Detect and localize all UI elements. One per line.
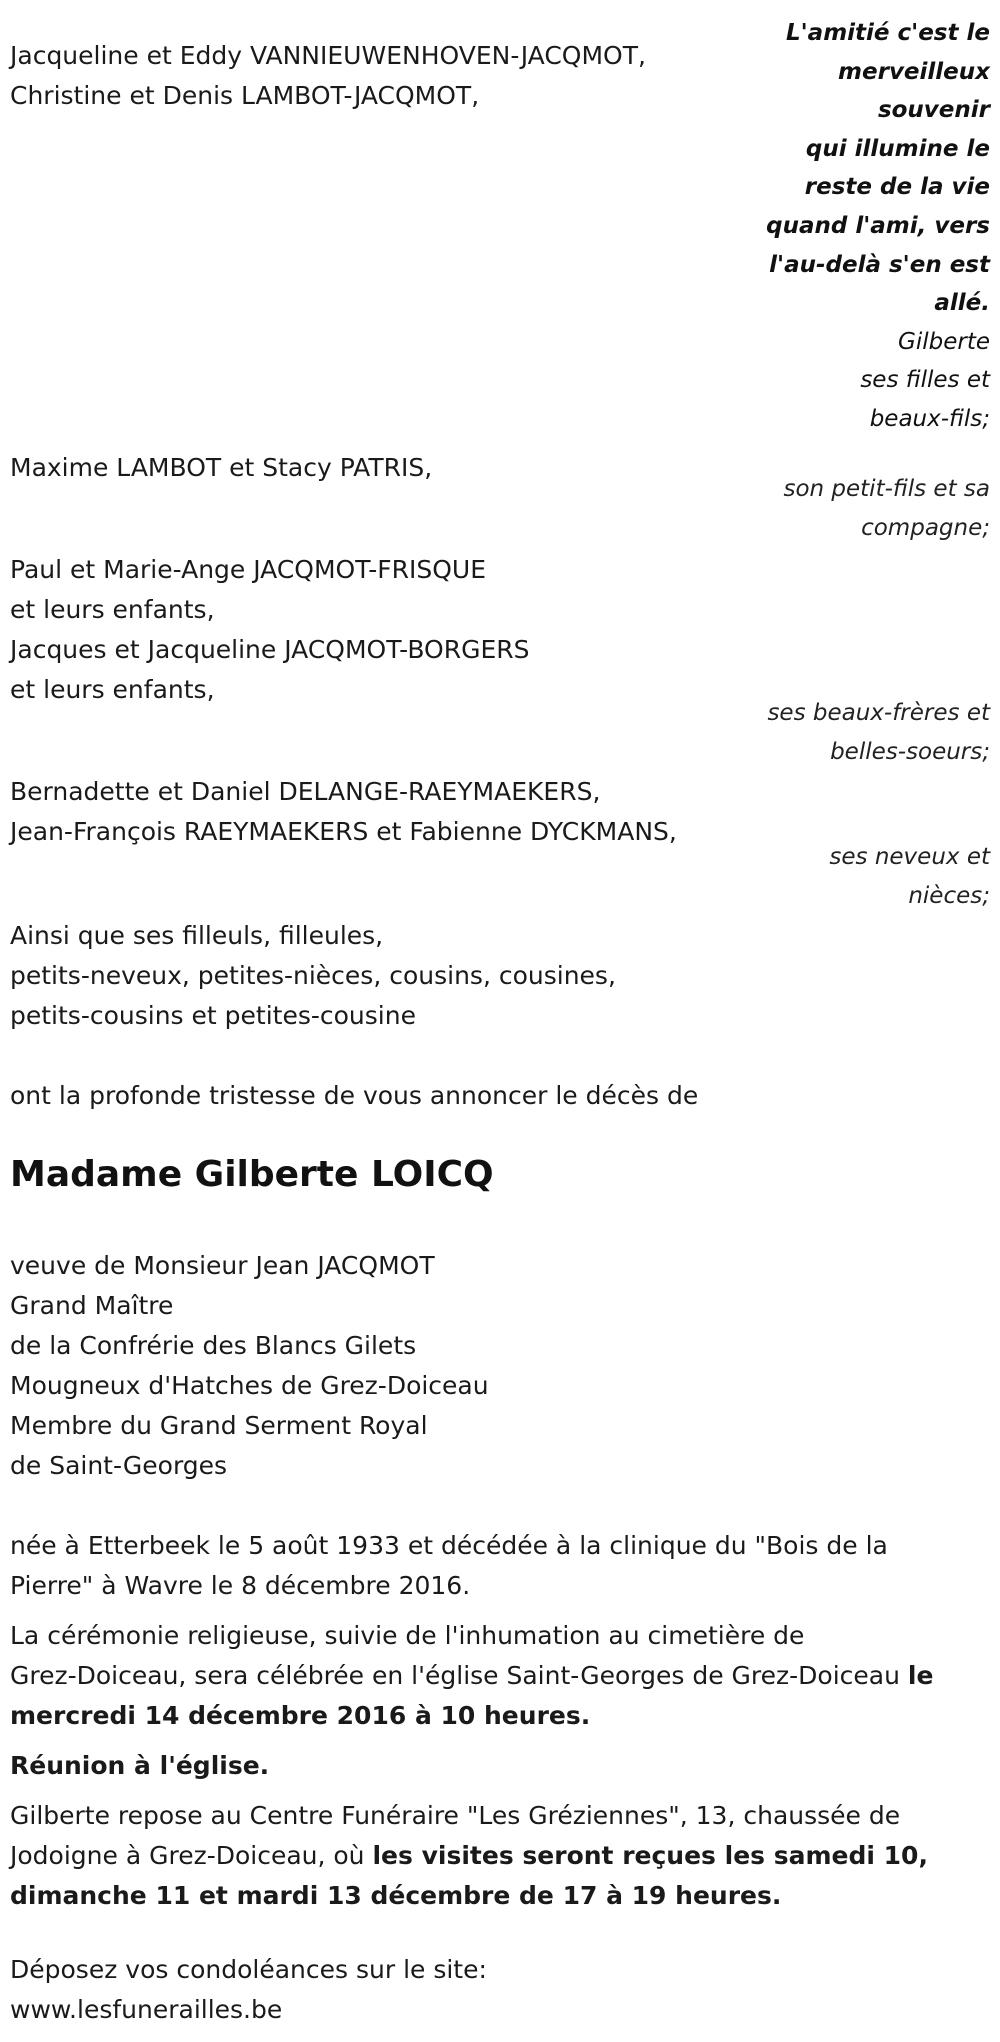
family-line: Christine et Denis LAMBOT-JACQMOT, [10,81,480,110]
family-line: et leurs enfants, [10,675,215,704]
quote-signature-line: beaux-fils; [869,405,990,432]
quote-line: souvenir [877,97,990,124]
ceremony-line: La cérémonie religieuse, suivie de l'inhumation au cimetière de [10,1621,805,1650]
family-line: Ainsi que ses filleuls, filleules, [10,921,384,950]
family-line: Jacques et Jacqueline JACQMOT-BORGERS [10,635,530,664]
birth-death-line: née à Etterbeek le 5 août 1933 et décédée à la clinique du "Bois de la [10,1531,888,1560]
family-line: Paul et Marie-Ange JACQMOT-FRISQUE [10,555,486,584]
reunion-text: Réunion à l'église. [10,1751,270,1780]
quote-signature-line: Gilberte [898,328,990,355]
title-line: veuve de Monsieur Jean JACQMOT [10,1251,435,1280]
role-line: nièces; [908,882,990,909]
visits-schedule-bold: les visites seront reçues les samedi 10, [372,1841,928,1870]
quote-signature-line: ses filles et [860,367,990,394]
family-line: et leurs enfants, [10,595,215,624]
visits-schedule-bold: dimanche 11 et mardi 13 décembre de 17 à 19 heures. [10,1881,782,1910]
family-line: Bernadette et Daniel DELANGE-RAEYMAEKERS, [10,777,601,806]
role-line: belles-soeurs; [830,738,990,765]
title-line: Grand Maître [10,1291,174,1320]
family-line: Jacqueline et Eddy VANNIEUWENHOVEN-JACQMOT, [10,41,646,70]
quote-line: L'amitié c'est le [785,20,990,46]
deceased-name: Madame Gilberte LOICQ [10,1154,494,1195]
title-line: de la Confrérie des Blancs Gilets [10,1331,417,1360]
visits-line [10,1876,782,1916]
family-line: Maxime LAMBOT et Stacy PATRIS, [10,453,433,482]
condolences-line: Déposez vos condoléances sur le site: [10,1955,487,1984]
quote-line: qui illumine le [805,135,990,162]
quote-line: allé. [934,290,990,317]
quote-line: reste de la vie [804,174,990,201]
title-line: Membre du Grand Serment Royal [10,1411,428,1440]
birth-death-line: Pierre" à Wavre le 8 décembre 2016. [10,1571,471,1600]
family-line: petits-neveux, petites-nièces, cousins, cousines, [10,961,616,990]
announcement-text: ont la profonde tristesse de vous annoncer le décès de [10,1081,699,1110]
visits-line: Gilberte repose au Centre Funéraire "Les Gréziennes", 13, chaussée de [10,1801,901,1830]
role-line: son petit-fils et sa [783,476,990,502]
visits-text: Jodoigne à Grez-Doiceau, où [10,1841,373,1870]
quote-line: quand l'ami, vers [766,212,990,239]
quote-line: l'au-delà s'en est [769,251,990,278]
role-line: compagne; [861,514,990,541]
role-nephews-nieces [700,838,990,915]
ceremony-date-bold: mercredi 14 décembre 2016 à 10 heures. [10,1701,591,1730]
role-line: ses neveux et [829,844,990,870]
condolences-website[interactable]: www.lesfunerailles.be [10,1995,283,2024]
ceremony-date-bold: le [907,1661,934,1690]
ceremony-line [10,1656,934,1696]
ceremony-text: Grez-Doiceau, sera célébrée en l'église Saint-Georges de Grez-Doiceau [10,1661,908,1690]
role-siblings-in-law [700,694,990,771]
family-line: petits-cousins et petites-cousine [10,1001,416,1030]
reunion-line [10,1746,750,1786]
ceremony-line [10,1696,750,1736]
family-line: Jean-François RAEYMAEKERS et Fabienne DYCKMANS, [10,817,677,846]
quote-line: merveilleux [838,58,990,85]
title-line: Mougneux d'Hatches de Grez-Doiceau [10,1371,489,1400]
role-line: ses beaux-frères et [767,700,990,726]
title-line: de Saint-Georges [10,1451,228,1480]
role-grandson [700,470,990,547]
visits-line [10,1836,928,1876]
